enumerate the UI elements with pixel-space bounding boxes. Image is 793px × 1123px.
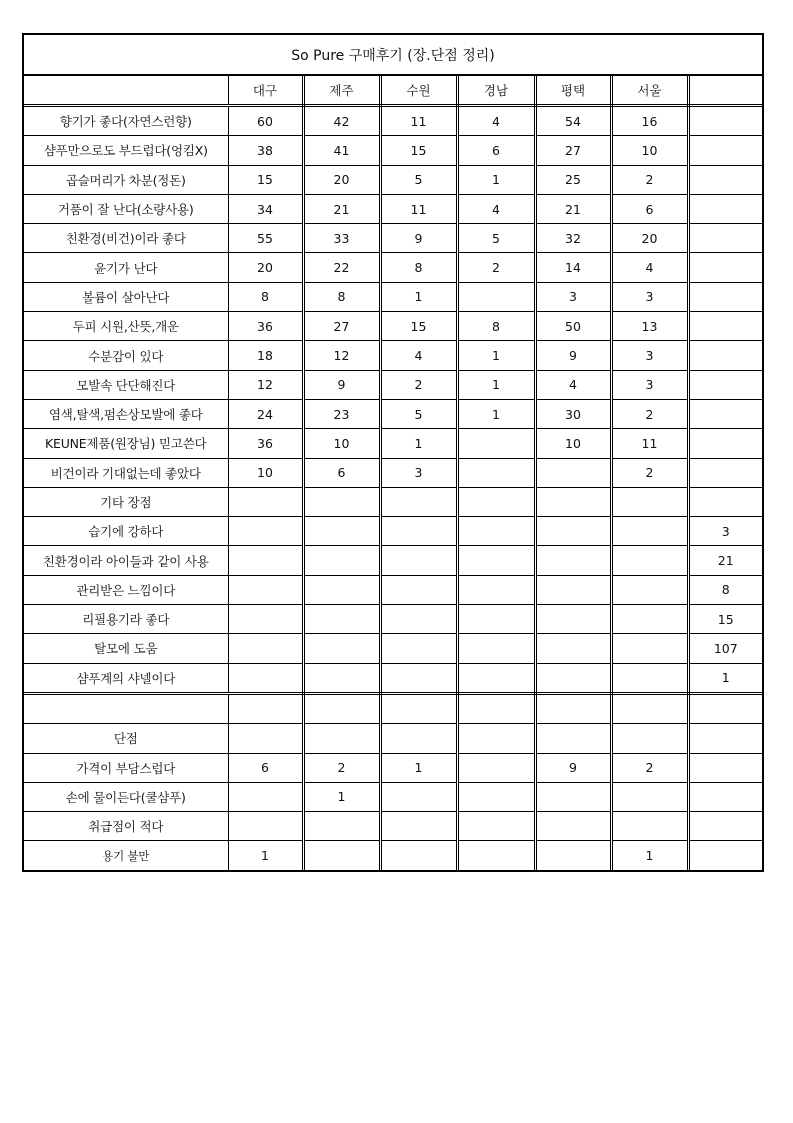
table-row bbox=[24, 429, 762, 458]
value-cell bbox=[688, 841, 762, 870]
row-label: 관리받은 느낌이다 bbox=[24, 575, 228, 604]
value-cell bbox=[688, 312, 762, 341]
value-cell: 34 bbox=[228, 194, 303, 223]
value-cell: 30 bbox=[535, 399, 611, 428]
value-cell bbox=[380, 487, 457, 516]
value-cell: 1 bbox=[303, 782, 380, 811]
value-cell: 6 bbox=[457, 136, 535, 165]
value-cell bbox=[380, 546, 457, 575]
value-cell: 23 bbox=[303, 399, 380, 428]
value-cell: 4 bbox=[535, 370, 611, 399]
table-row bbox=[24, 399, 762, 428]
table-row bbox=[24, 753, 762, 782]
value-cell: 1 bbox=[228, 841, 303, 870]
value-cell: 3 bbox=[611, 341, 688, 370]
value-cell: 4 bbox=[457, 194, 535, 223]
value-cell: 3 bbox=[380, 458, 457, 487]
table-row bbox=[24, 458, 762, 487]
value-cell bbox=[535, 634, 611, 663]
table-row bbox=[24, 724, 762, 753]
row-label: 윤기가 난다 bbox=[24, 253, 228, 282]
value-cell: 15 bbox=[688, 605, 762, 634]
value-cell bbox=[611, 487, 688, 516]
value-cell: 6 bbox=[303, 458, 380, 487]
column-header: 수원 bbox=[380, 76, 457, 106]
value-cell: 21 bbox=[688, 546, 762, 575]
value-cell: 4 bbox=[611, 253, 688, 282]
table-row bbox=[24, 282, 762, 311]
value-cell bbox=[457, 458, 535, 487]
value-cell bbox=[611, 575, 688, 604]
table-row bbox=[24, 782, 762, 811]
value-cell bbox=[303, 634, 380, 663]
value-cell bbox=[688, 194, 762, 223]
value-cell bbox=[457, 841, 535, 870]
value-cell: 8 bbox=[688, 575, 762, 604]
column-header: 제주 bbox=[303, 76, 380, 106]
value-cell: 2 bbox=[611, 753, 688, 782]
row-label: 단점 bbox=[24, 724, 228, 753]
value-cell: 20 bbox=[228, 253, 303, 282]
value-cell bbox=[457, 487, 535, 516]
row-label bbox=[24, 693, 228, 723]
row-label: 수분감이 있다 bbox=[24, 341, 228, 370]
value-cell: 14 bbox=[535, 253, 611, 282]
review-table bbox=[24, 76, 762, 870]
value-cell bbox=[457, 753, 535, 782]
value-cell bbox=[688, 253, 762, 282]
value-cell bbox=[228, 782, 303, 811]
value-cell bbox=[535, 517, 611, 546]
value-cell bbox=[535, 546, 611, 575]
value-cell bbox=[303, 693, 380, 723]
value-cell bbox=[380, 693, 457, 723]
value-cell bbox=[535, 724, 611, 753]
value-cell: 21 bbox=[303, 194, 380, 223]
value-cell: 55 bbox=[228, 224, 303, 253]
value-cell bbox=[228, 605, 303, 634]
value-cell: 15 bbox=[380, 136, 457, 165]
value-cell bbox=[303, 487, 380, 516]
column-header: 대구 bbox=[228, 76, 303, 106]
value-cell bbox=[688, 165, 762, 194]
row-label: 친환경(비건)이라 좋다 bbox=[24, 224, 228, 253]
value-cell: 1 bbox=[457, 370, 535, 399]
value-cell: 1 bbox=[611, 841, 688, 870]
table-row bbox=[24, 634, 762, 663]
value-cell bbox=[228, 517, 303, 546]
value-cell bbox=[688, 106, 762, 136]
value-cell: 38 bbox=[228, 136, 303, 165]
row-label: 손에 물이든다(쿨샴푸) bbox=[24, 782, 228, 811]
value-cell bbox=[457, 282, 535, 311]
value-cell: 9 bbox=[380, 224, 457, 253]
value-cell bbox=[303, 546, 380, 575]
row-label: 친환경이라 아이들과 같이 사용 bbox=[24, 546, 228, 575]
value-cell: 5 bbox=[380, 399, 457, 428]
value-cell bbox=[228, 546, 303, 575]
value-cell bbox=[303, 575, 380, 604]
value-cell bbox=[688, 282, 762, 311]
value-cell: 54 bbox=[535, 106, 611, 136]
value-cell: 27 bbox=[303, 312, 380, 341]
value-cell: 2 bbox=[611, 165, 688, 194]
value-cell bbox=[228, 693, 303, 723]
table-row bbox=[24, 575, 762, 604]
value-cell: 6 bbox=[611, 194, 688, 223]
row-label: 습기에 강하다 bbox=[24, 517, 228, 546]
value-cell bbox=[535, 841, 611, 870]
value-cell: 1 bbox=[457, 341, 535, 370]
value-cell: 16 bbox=[611, 106, 688, 136]
value-cell: 2 bbox=[611, 399, 688, 428]
value-cell bbox=[303, 724, 380, 753]
value-cell: 2 bbox=[380, 370, 457, 399]
value-cell: 11 bbox=[611, 429, 688, 458]
value-cell: 32 bbox=[535, 224, 611, 253]
value-cell bbox=[380, 782, 457, 811]
value-cell bbox=[228, 812, 303, 841]
value-cell bbox=[303, 605, 380, 634]
value-cell: 42 bbox=[303, 106, 380, 136]
row-label: 샴푸만으로도 부드럽다(엉킴X) bbox=[24, 136, 228, 165]
value-cell: 1 bbox=[380, 429, 457, 458]
value-cell: 50 bbox=[535, 312, 611, 341]
row-label: 기타 장점 bbox=[24, 487, 228, 516]
value-cell bbox=[688, 724, 762, 753]
row-label: 비건이라 기대없는데 좋았다 bbox=[24, 458, 228, 487]
value-cell bbox=[228, 487, 303, 516]
value-cell: 22 bbox=[303, 253, 380, 282]
row-label: 염색,탈색,펌손상모발에 좋다 bbox=[24, 399, 228, 428]
value-cell: 3 bbox=[688, 517, 762, 546]
value-cell: 6 bbox=[228, 753, 303, 782]
value-cell bbox=[611, 546, 688, 575]
table-row bbox=[24, 812, 762, 841]
value-cell bbox=[303, 663, 380, 693]
value-cell: 18 bbox=[228, 341, 303, 370]
table-row bbox=[24, 693, 762, 723]
value-cell: 12 bbox=[228, 370, 303, 399]
value-cell: 33 bbox=[303, 224, 380, 253]
value-cell bbox=[457, 693, 535, 723]
value-cell: 2 bbox=[303, 753, 380, 782]
value-cell bbox=[611, 605, 688, 634]
value-cell bbox=[611, 634, 688, 663]
value-cell: 1 bbox=[457, 399, 535, 428]
row-label: 모발속 단단해진다 bbox=[24, 370, 228, 399]
value-cell: 60 bbox=[228, 106, 303, 136]
row-label: 탈모에 도움 bbox=[24, 634, 228, 663]
value-cell: 10 bbox=[303, 429, 380, 458]
value-cell: 10 bbox=[228, 458, 303, 487]
value-cell bbox=[611, 782, 688, 811]
value-cell bbox=[380, 663, 457, 693]
value-cell bbox=[535, 693, 611, 723]
value-cell bbox=[688, 458, 762, 487]
value-cell bbox=[611, 724, 688, 753]
value-cell bbox=[380, 517, 457, 546]
value-cell: 10 bbox=[535, 429, 611, 458]
sheet-title: So Pure 구매후기 (장.단점 정리) bbox=[24, 35, 762, 76]
value-cell: 36 bbox=[228, 312, 303, 341]
value-cell bbox=[535, 487, 611, 516]
row-label: 샴푸계의 샤넬이다 bbox=[24, 663, 228, 693]
value-cell: 41 bbox=[303, 136, 380, 165]
value-cell bbox=[457, 575, 535, 604]
value-cell bbox=[688, 224, 762, 253]
value-cell: 20 bbox=[303, 165, 380, 194]
value-cell: 24 bbox=[228, 399, 303, 428]
value-cell: 9 bbox=[535, 341, 611, 370]
column-header: 평택 bbox=[535, 76, 611, 106]
value-cell: 5 bbox=[457, 224, 535, 253]
value-cell bbox=[535, 458, 611, 487]
value-cell bbox=[380, 634, 457, 663]
table-row bbox=[24, 341, 762, 370]
value-cell bbox=[457, 634, 535, 663]
value-cell bbox=[688, 753, 762, 782]
table-row bbox=[24, 663, 762, 693]
value-cell bbox=[611, 693, 688, 723]
value-cell bbox=[457, 429, 535, 458]
value-cell bbox=[535, 663, 611, 693]
value-cell: 11 bbox=[380, 106, 457, 136]
value-cell bbox=[380, 724, 457, 753]
value-cell: 3 bbox=[535, 282, 611, 311]
value-cell bbox=[688, 429, 762, 458]
value-cell bbox=[303, 841, 380, 870]
value-cell: 8 bbox=[380, 253, 457, 282]
table-row bbox=[24, 312, 762, 341]
header-row bbox=[24, 76, 762, 106]
value-cell: 3 bbox=[611, 370, 688, 399]
table-row bbox=[24, 136, 762, 165]
value-cell bbox=[457, 663, 535, 693]
value-cell: 15 bbox=[228, 165, 303, 194]
value-cell bbox=[535, 812, 611, 841]
value-cell bbox=[380, 605, 457, 634]
value-cell: 10 bbox=[611, 136, 688, 165]
value-cell bbox=[688, 693, 762, 723]
value-cell: 8 bbox=[228, 282, 303, 311]
value-cell bbox=[457, 782, 535, 811]
value-cell: 2 bbox=[611, 458, 688, 487]
value-cell bbox=[611, 517, 688, 546]
table-row bbox=[24, 517, 762, 546]
value-cell: 8 bbox=[457, 312, 535, 341]
value-cell: 9 bbox=[535, 753, 611, 782]
value-cell: 1 bbox=[688, 663, 762, 693]
header-label-cell bbox=[24, 76, 228, 106]
table-row bbox=[24, 841, 762, 870]
row-label: 볼륨이 살아난다 bbox=[24, 282, 228, 311]
value-cell bbox=[457, 812, 535, 841]
value-cell bbox=[688, 341, 762, 370]
value-cell bbox=[228, 634, 303, 663]
value-cell: 13 bbox=[611, 312, 688, 341]
value-cell: 107 bbox=[688, 634, 762, 663]
value-cell bbox=[380, 812, 457, 841]
column-header: 경남 bbox=[457, 76, 535, 106]
value-cell: 27 bbox=[535, 136, 611, 165]
column-header: 서울 bbox=[611, 76, 688, 106]
value-cell: 3 bbox=[611, 282, 688, 311]
value-cell: 12 bbox=[303, 341, 380, 370]
value-cell: 15 bbox=[380, 312, 457, 341]
value-cell: 4 bbox=[457, 106, 535, 136]
value-cell bbox=[303, 812, 380, 841]
value-cell bbox=[688, 136, 762, 165]
value-cell: 1 bbox=[457, 165, 535, 194]
value-cell: 25 bbox=[535, 165, 611, 194]
table-row bbox=[24, 370, 762, 399]
value-cell bbox=[688, 487, 762, 516]
row-label: 향기가 좋다(자연스런향) bbox=[24, 106, 228, 136]
value-cell: 36 bbox=[228, 429, 303, 458]
value-cell bbox=[535, 575, 611, 604]
value-cell: 1 bbox=[380, 282, 457, 311]
value-cell bbox=[688, 370, 762, 399]
table-row bbox=[24, 487, 762, 516]
value-cell bbox=[688, 782, 762, 811]
value-cell bbox=[228, 724, 303, 753]
table-row bbox=[24, 253, 762, 282]
value-cell: 5 bbox=[380, 165, 457, 194]
value-cell: 4 bbox=[380, 341, 457, 370]
value-cell bbox=[303, 517, 380, 546]
value-cell bbox=[611, 812, 688, 841]
value-cell bbox=[535, 782, 611, 811]
value-cell: 8 bbox=[303, 282, 380, 311]
value-cell bbox=[457, 517, 535, 546]
row-label: 취급점이 적다 bbox=[24, 812, 228, 841]
value-cell: 11 bbox=[380, 194, 457, 223]
value-cell: 21 bbox=[535, 194, 611, 223]
table-row bbox=[24, 224, 762, 253]
row-label: 두피 시원,산뜻,개운 bbox=[24, 312, 228, 341]
value-cell bbox=[380, 841, 457, 870]
table-row bbox=[24, 605, 762, 634]
value-cell bbox=[457, 546, 535, 575]
value-cell bbox=[380, 575, 457, 604]
value-cell bbox=[611, 663, 688, 693]
review-summary-sheet bbox=[22, 33, 764, 872]
row-label: KEUNE제품(원장님) 믿고쓴다 bbox=[24, 429, 228, 458]
row-label: 리필용기라 좋다 bbox=[24, 605, 228, 634]
value-cell bbox=[228, 575, 303, 604]
table-row bbox=[24, 106, 762, 136]
row-label: 용기 불만 bbox=[24, 841, 228, 870]
value-cell: 20 bbox=[611, 224, 688, 253]
table-row bbox=[24, 546, 762, 575]
table-row bbox=[24, 165, 762, 194]
value-cell bbox=[688, 399, 762, 428]
value-cell bbox=[457, 724, 535, 753]
value-cell bbox=[228, 663, 303, 693]
value-cell: 9 bbox=[303, 370, 380, 399]
value-cell: 2 bbox=[457, 253, 535, 282]
row-label: 가격이 부담스럽다 bbox=[24, 753, 228, 782]
row-label: 거품이 잘 난다(소량사용) bbox=[24, 194, 228, 223]
column-header bbox=[688, 76, 762, 106]
row-label: 곱슬머리가 차분(정돈) bbox=[24, 165, 228, 194]
value-cell: 1 bbox=[380, 753, 457, 782]
value-cell bbox=[688, 812, 762, 841]
table-row bbox=[24, 194, 762, 223]
value-cell bbox=[457, 605, 535, 634]
value-cell bbox=[535, 605, 611, 634]
